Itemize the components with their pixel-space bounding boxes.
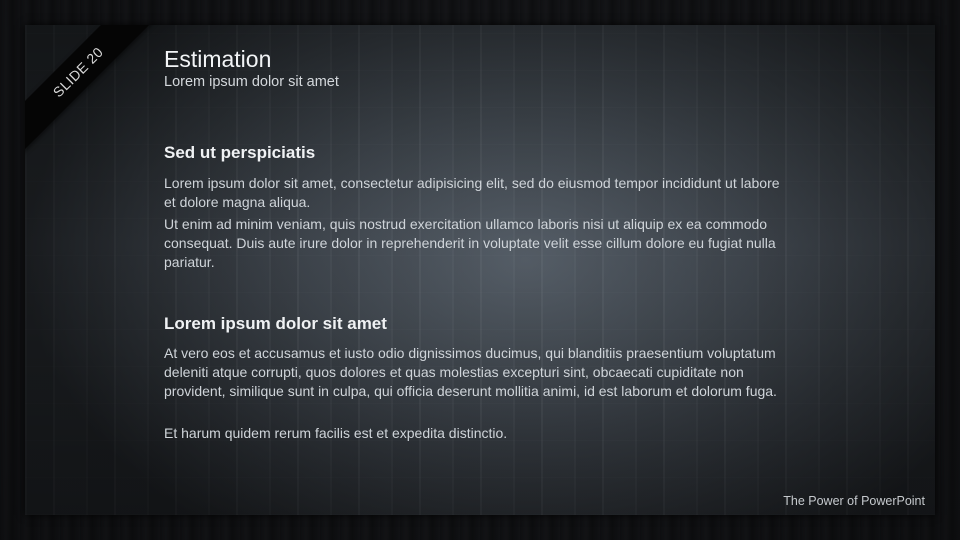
slide-title: Estimation — [164, 46, 272, 72]
slide-number-label: SLIDE 20 — [49, 43, 107, 101]
slide-subtitle: Lorem ipsum dolor sit amet — [164, 74, 339, 90]
section-2-paragraph-2: Et harum quidem rerum facilis est et expedita distinctio. — [164, 425, 508, 441]
slide — [25, 25, 935, 515]
slide-footer: The Power of PowerPoint — [783, 494, 925, 508]
section-heading-1: Sed ut perspiciatis — [164, 143, 316, 162]
section-heading-2: Lorem ipsum dolor sit amet — [164, 314, 387, 333]
section-1-paragraph-2: Ut enim ad minim veniam, quis nostrud exercitation ullamco laboris nisi ut aliquip ex ea commodo consequat. Duis aute irure dolor in reprehenderit in voluptate velit esse cillum dolore eu fugiat nulla pariatur. — [164, 216, 776, 270]
slide-number-ribbon — [25, 25, 164, 158]
section-1-paragraph-1: Lorem ipsum dolor sit amet, consectetur adipisicing elit, sed do eiusmod tempor incididunt ut labore et dolore magna aliqua. — [164, 175, 780, 210]
section-2-paragraph-1: At vero eos et accusamus et iusto odio dignissimos ducimus, qui blanditiis praesentium voluptatum deleniti atque corrupti, quos dolores et quas molestias excepturi sint, obcaecati cupiditate non provident, similique sunt in culpa, qui officia deserunt mollitia animi, id est laborum et dolorum fuga. — [164, 345, 777, 399]
